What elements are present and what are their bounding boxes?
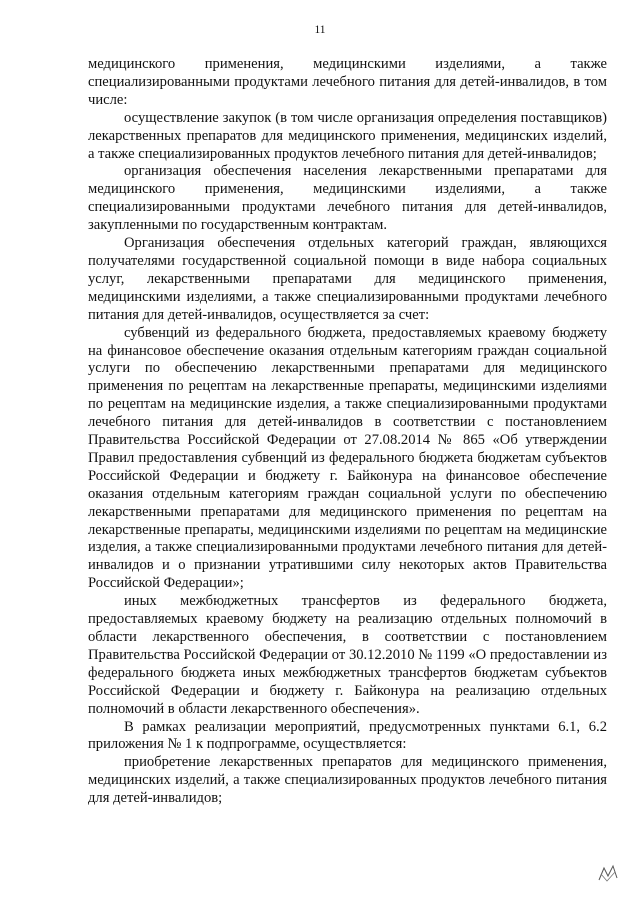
paragraph-acquisition: приобретение лекарственных препаратов для медицинского применения, медицинских изделий, а также специализированных продуктов лечебного питания для детей-инвалидов;	[88, 754, 607, 807]
paragraph-subventions: субвенций из федерального бюджета, предоставляемых краевому бюджету на финансовое обеспечение оказания отдельным категориям граждан социальной услуги по обеспечению лекарственными препаратами для медицинского применения по рецептам на лекарственные препараты, медицинскими изделиями по рецептам на медицинские изделия, а также специализированными продуктами лечебного питания для детей-инвалидов в соответствии с постановлением Правительства Российской Федерации от 27.08.2014 № 865 «Об утверждении Правил предоставления субвенций из федерального бюджета бюджетам субъектов Российской Федерации и бюджету г. Байконура на финансовое обеспечение оказания отдельным категориям граждан социальной услуги по обеспечению лекарственными препаратами для медицинского применения по рецептам на лекарственные препараты, медицинскими изделиями по рецептам на медицинские изделия, а также специализированными продуктами лечебного питания для детей-инвалидов и о признании утратившими силу некоторых актов Правительства Российской Федерации»;	[88, 324, 607, 592]
paragraph-measures: В рамках реализации мероприятий, предусмотренных пунктами 6.1, 6.2 приложения № 1 к подпрограмме, осуществляется:	[88, 718, 607, 753]
scan-mark-icon	[596, 862, 620, 884]
page-number: 11	[314, 24, 326, 36]
paragraph-funding-sources: Организация обеспечения отдельных категорий граждан, являющихся получателями государственной социальной помощи в виде набора социальных услуг, лекарственными препаратами для медицинского применения, медицинскими изделиями, а также специализированными продуктами лечебного питания для детей-инвалидов, осуществляется за счет:	[88, 235, 607, 323]
paragraph-procurement: осуществление закупок (в том числе организация определения поставщиков) лекарственных препаратов для медицинского применения, медицинских изделий, а также специализированных продуктов лечебного питания для детей-инвалидов;	[88, 109, 607, 162]
paragraph-continuation: медицинского применения, медицинскими изделиями, а также специализированными продуктами лечебного питания для детей-инвалидов, в том числе:	[88, 56, 607, 108]
paragraph-provision-organization: организация обеспечения населения лекарственными препаратами для медицинского применения, медицинскими изделиями, а также специализированными продуктами лечебного питания для детей-инвалидов, закупленными по государственным контрактам.	[88, 163, 607, 234]
document-body	[88, 56, 607, 808]
paragraph-interbudget-transfers: иных межбюджетных трансфертов из федерального бюджета, предоставляемых краевому бюджету на реализацию отдельных полномочий в области лекарственного обеспечения, в соответствии с постановлением Правительства Российской Федерации от 30.12.2010 № 1199 «О предоставлении из федерального бюджета иных межбюджетных трансфертов бюджетам субъектов Российской Федерации и бюджету г. Байконура на реализацию отдельных полномочий в области лекарственного обеспечения».	[88, 593, 607, 717]
